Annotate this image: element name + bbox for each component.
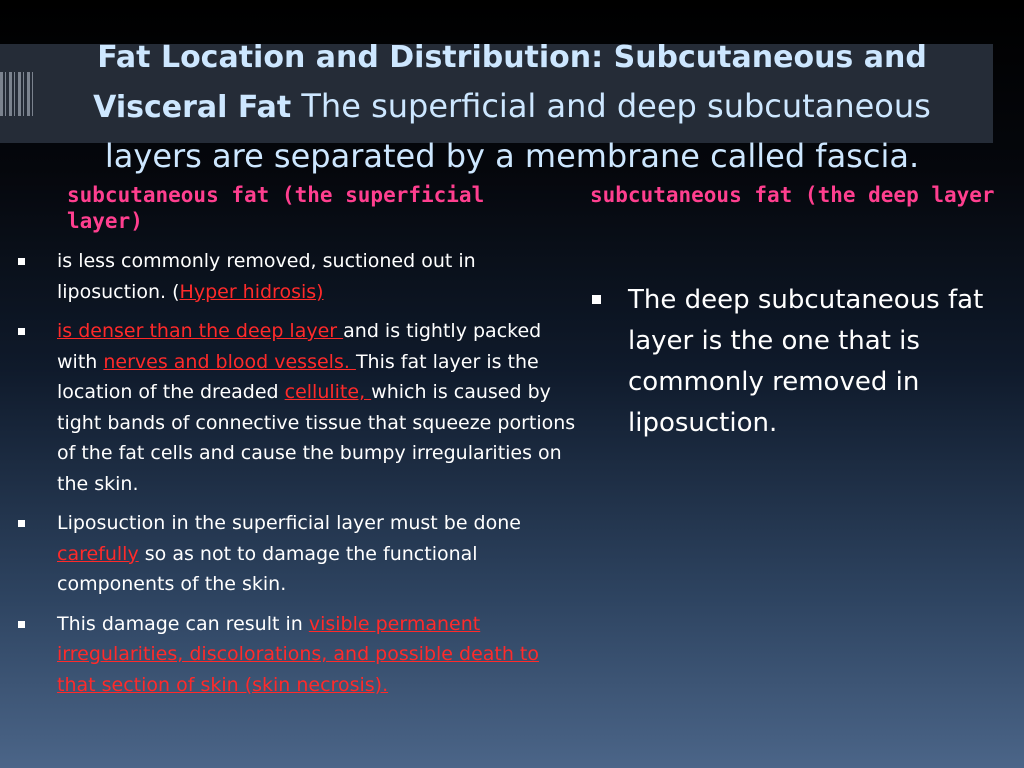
bullet-text: The deep subcutaneous fat layer is the one that is commonly removed in liposuction. <box>628 285 984 438</box>
square-bullet-icon <box>18 328 25 335</box>
bullet-text: so as not to damage the functional components of the skin. <box>57 542 478 595</box>
bullet-text: which is caused by tight bands of connective tissue that squeeze portions of the fat cells and cause the bumpy irregularities on the skin. <box>57 381 576 495</box>
list-item <box>12 316 578 499</box>
highlight-link[interactable]: is denser than the deep layer <box>57 320 344 342</box>
bullet-text: This fat layer is the location of the dreaded <box>57 350 539 403</box>
bullet-text: is less commonly removed, suctioned out in liposuction. ( <box>57 250 476 303</box>
right-column-heading: subcutaneous fat (the deep layer <box>590 183 995 207</box>
list-item <box>590 280 1020 444</box>
bullet-text: This damage can result in <box>57 612 309 635</box>
list-item <box>12 246 578 307</box>
slide-title-bold: Fat Location and Distribution: Subcutaneous and Visceral Fat <box>93 40 927 125</box>
square-bullet-icon <box>592 295 601 304</box>
square-bullet-icon <box>18 258 25 265</box>
right-bullet-list <box>590 280 1020 444</box>
bullet-text: and is tightly packed with <box>57 320 542 373</box>
square-bullet-icon <box>18 520 25 527</box>
highlight-link[interactable]: carefully <box>57 542 139 565</box>
highlight-link[interactable]: cellulite, <box>284 381 372 403</box>
list-item <box>12 508 578 600</box>
left-bullet-list <box>12 246 578 709</box>
square-bullet-icon <box>18 621 25 628</box>
left-column-heading: subcutaneous fat (the superficial layer) <box>67 183 485 233</box>
highlight-link[interactable]: Hyper hidrosis) <box>179 280 324 303</box>
highlight-link[interactable]: nerves and blood vessels. <box>103 350 356 373</box>
slide-title-rest: The superficial and deep subcutaneous layers are separated by a membrane called fascia. <box>104 87 931 175</box>
list-item <box>12 609 578 701</box>
bullet-text: Liposuction in the superficial layer must be done <box>57 512 521 534</box>
highlight-link[interactable]: visible permanent irregularities, discolorations, and possible death to that section of skin (skin necrosis). <box>57 612 540 696</box>
slide-title <box>40 32 984 180</box>
decorative-bars <box>0 72 36 116</box>
